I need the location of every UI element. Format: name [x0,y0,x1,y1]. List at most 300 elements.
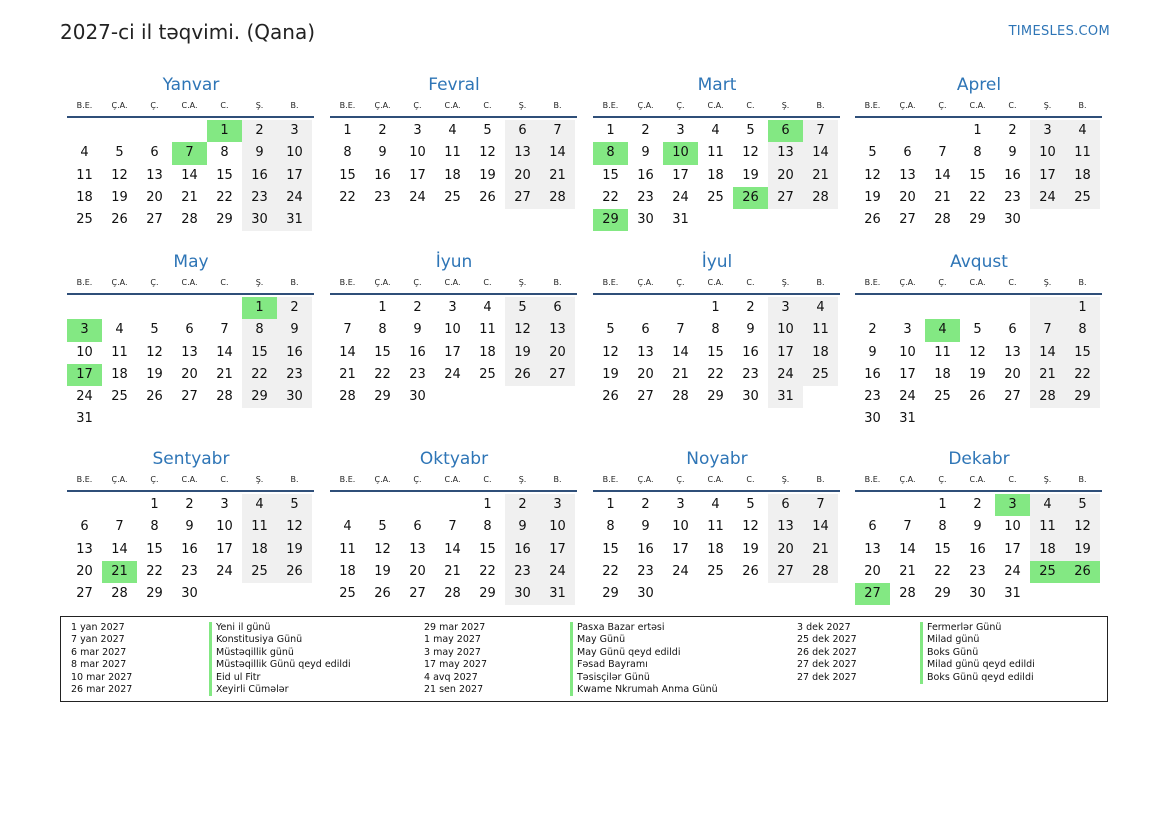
day-cell: 13 [146,167,163,183]
weekday-label: C. [483,101,492,110]
day-cell: 15 [1065,342,1100,364]
day-cell: 20 [768,539,803,561]
day-cell: 11 [1030,516,1065,538]
legend-holiday-name: Xeyirli Cümələr [209,684,351,696]
day-cell: 17 [899,366,916,382]
day-cell: 22 [707,366,724,382]
empty-cell [855,120,890,142]
day-cell: 11 [707,145,724,161]
holiday-day-cell: 29 [593,209,628,231]
holiday-day-cell: 7 [172,142,207,164]
day-cell: 22 [602,563,619,579]
day-cell: 28 [803,561,838,583]
day-cell: 21 [1030,364,1065,386]
day-cell: 5 [115,145,124,161]
day-cell: 11 [479,322,496,338]
day-cell: 6 [641,322,650,338]
weekday-label: Ş. [1043,101,1052,110]
day-cell: 13 [864,541,881,557]
holiday-day-cell: 26 [1065,561,1100,583]
month-name: İyun [435,252,473,272]
day-cell: 13 [181,344,198,360]
day-cell: 23 [409,366,426,382]
weekday-label: C. [220,278,229,287]
day-cell: 2 [378,123,387,138]
legend-holiday-name: Pasxa Bazar ertəsi [570,622,718,634]
day-cell: 20 [76,563,93,579]
day-cell: 16 [637,167,654,183]
weekday-label: C.A. [707,278,724,287]
day-cell: 26 [146,389,163,405]
day-cell: 13 [899,167,916,183]
weekday-label: Ç.A. [111,278,128,287]
weekday-label: C.A. [181,475,198,484]
day-cell: 5 [505,297,540,319]
day-cell: 23 [242,187,277,209]
day-cell: 18 [707,541,724,557]
day-cell: 7 [220,322,229,338]
day-cell: 25 [1065,187,1100,209]
day-cell: 19 [146,366,163,382]
weekday-header [330,470,577,492]
day-cell: 7 [803,120,838,142]
day-cell: 15 [969,167,986,183]
weekday-label: B.E. [864,278,881,287]
day-cell: 17 [672,541,689,557]
day-cell: 30 [277,386,312,408]
month-name: Avqust [950,252,1008,272]
weekday-label: C. [746,278,755,287]
month-avqust [856,251,1102,431]
weekday-label: Ç.A. [374,101,391,110]
site-link[interactable]: TIMESLES.COM [1008,24,1110,39]
day-cell: 28 [803,187,838,209]
empty-cell [330,494,365,516]
holiday-day-cell: 27 [855,583,890,605]
day-cell: 12 [864,167,881,183]
day-cell: 8 [1065,319,1100,341]
day-cell: 13 [768,516,803,538]
day-cell: 5 [606,322,615,338]
day-cell: 9 [641,145,650,161]
day-cell: 3 [277,120,312,142]
day-cell: 25 [479,366,496,382]
legend-holiday-name: Kwame Nkrumah Anma Günü [570,684,718,696]
day-cell: 16 [242,165,277,187]
day-cell: 27 [505,187,540,209]
day-cell: 29 [242,386,277,408]
day-cell: 7 [343,322,352,338]
day-cell: 25 [339,586,356,602]
empty-cell [137,297,172,319]
day-cell: 20 [864,563,881,579]
day-cell: 11 [242,516,277,538]
day-cell: 14 [899,541,916,557]
weekday-label: B. [816,101,825,110]
day-cell: 25 [803,364,838,386]
day-cell: 16 [181,541,198,557]
day-cell: 7 [540,120,575,142]
day-cell: 10 [216,519,233,535]
day-cell: 10 [409,145,426,161]
day-cell: 21 [444,563,461,579]
day-cell: 21 [934,189,951,205]
empty-cell [593,297,628,319]
day-cell: 13 [76,541,93,557]
weekday-label: Ç. [676,278,685,287]
day-cell: 16 [374,167,391,183]
day-cell: 15 [602,167,619,183]
day-cell: 29 [374,389,391,405]
legend-date: 10 mar 2027 [71,671,133,683]
day-cell: 1 [483,497,492,512]
day-cell: 18 [479,344,496,360]
day-cell: 12 [742,519,759,535]
weekday-label: B.E. [76,101,93,110]
weekday-label: B.E. [602,475,619,484]
empty-cell [890,494,925,516]
legend-date: 21 sen 2027 [424,684,484,696]
empty-cell [67,120,102,142]
day-cell: 12 [479,145,496,161]
day-cell: 14 [339,344,356,360]
day-cell: 15 [374,344,391,360]
day-cell: 4 [483,300,492,315]
empty-cell [925,120,960,142]
day-cell: 23 [277,364,312,386]
day-cell: 2 [973,497,982,512]
day-cell: 4 [1030,494,1065,516]
day-cell: 3 [768,297,803,319]
day-cell: 31 [899,411,916,427]
holiday-day-cell: 21 [102,561,137,583]
day-grid [330,297,577,408]
day-cell: 9 [641,519,650,535]
day-cell: 25 [934,389,951,405]
day-cell: 29 [934,586,951,602]
day-cell: 29 [1065,386,1100,408]
day-cell: 6 [768,494,803,516]
day-cell: 20 [181,366,198,382]
weekday-label: Ç. [413,101,422,110]
day-cell: 17 [277,165,312,187]
day-cell: 25 [444,189,461,205]
weekday-label: C. [220,475,229,484]
day-cell: 8 [378,322,387,338]
day-cell: 6 [868,519,877,535]
weekday-label: Ç.A. [111,475,128,484]
day-cell: 26 [602,389,619,405]
day-cell: 1 [343,123,352,138]
weekday-label: Ç. [938,101,947,110]
day-cell: 12 [1065,516,1100,538]
holiday-day-cell: 17 [67,364,102,386]
holiday-day-cell: 6 [768,120,803,142]
day-cell: 22 [374,366,391,382]
month-aprel [856,74,1102,231]
day-cell: 15 [216,167,233,183]
day-cell: 6 [505,120,540,142]
day-cell: 22 [934,563,951,579]
empty-cell [1030,297,1065,319]
legend-name-column [209,622,351,696]
weekday-label: B. [1078,475,1087,484]
day-cell: 9 [242,142,277,164]
empty-cell [102,494,137,516]
day-cell: 9 [378,145,387,161]
day-cell: 7 [676,322,685,338]
weekday-header [593,273,840,295]
empty-cell [102,297,137,319]
weekday-header [593,96,840,118]
day-cell: 23 [864,389,881,405]
weekday-label: Ç. [676,101,685,110]
day-cell: 24 [672,189,689,205]
weekday-label: B. [290,278,299,287]
month-oktyabr [331,448,577,605]
legend-date-column [71,622,132,696]
day-cell: 31 [768,386,803,408]
day-cell: 20 [899,189,916,205]
weekday-label: B.E. [76,475,93,484]
day-cell: 12 [602,344,619,360]
day-cell: 11 [76,167,93,183]
weekday-label: Ç. [150,475,159,484]
weekday-label: Ç. [676,475,685,484]
empty-cell [890,120,925,142]
empty-cell [890,297,925,319]
day-cell: 11 [339,541,356,557]
empty-cell [925,297,960,319]
day-cell: 25 [707,189,724,205]
weekday-label: Ş. [781,278,790,287]
day-cell: 2 [868,322,877,338]
legend-holiday-name: Konstitusiya Günü [209,634,351,646]
day-cell: 16 [969,541,986,557]
day-cell: 28 [111,586,128,602]
day-cell: 19 [742,541,759,557]
legend-date: 27 dek 2027 [797,659,857,671]
day-cell: 5 [277,494,312,516]
day-cell: 24 [899,389,916,405]
legend-holiday-name: Təsisçilər Günü [570,672,718,684]
month-name: Sentyabr [152,449,230,469]
legend-date: 1 yan 2027 [71,622,125,633]
day-cell: 23 [1004,189,1021,205]
day-cell: 16 [742,344,759,360]
day-cell: 18 [111,366,128,382]
day-cell: 7 [903,519,912,535]
day-cell: 25 [242,561,277,583]
weekday-label: C. [1008,278,1017,287]
legend-date: 27 dek 2027 [797,671,857,683]
day-cell: 22 [146,563,163,579]
day-grid [330,120,577,209]
day-grid [330,494,577,605]
day-cell: 17 [768,342,803,364]
day-cell: 19 [277,539,312,561]
day-cell: 2 [746,300,755,315]
day-cell: 18 [803,342,838,364]
day-cell: 15 [479,541,496,557]
month-i̇yun [331,251,577,408]
weekday-header [593,470,840,492]
weekday-label: C. [483,475,492,484]
weekday-header [330,96,577,118]
day-cell: 8 [938,519,947,535]
day-cell: 8 [242,319,277,341]
day-grid [855,494,1102,605]
day-cell: 19 [505,342,540,364]
day-cell: 18 [707,167,724,183]
day-grid [593,120,840,231]
day-cell: 21 [181,189,198,205]
empty-cell [102,120,137,142]
day-cell: 8 [343,145,352,161]
legend-holiday-name: Fermerlər Günü [920,622,1035,634]
day-cell: 30 [242,209,277,231]
day-cell: 23 [181,563,198,579]
day-cell: 11 [1065,142,1100,164]
day-cell: 7 [448,519,457,535]
empty-cell [137,120,172,142]
day-cell: 18 [934,366,951,382]
day-cell: 21 [339,366,356,382]
legend-holiday-name: Yeni il günü [209,622,351,634]
day-cell: 7 [115,519,124,535]
weekday-label: C. [746,475,755,484]
legend-date: 3 dek 2027 [797,622,851,633]
day-cell: 8 [606,519,615,535]
day-grid [593,494,840,605]
day-cell: 24 [216,563,233,579]
day-cell: 28 [216,389,233,405]
day-cell: 4 [80,145,89,161]
legend-holiday-name: Boks Günü qeyd edildi [920,672,1035,684]
weekday-label: C.A. [969,475,986,484]
day-cell: 14 [1030,342,1065,364]
day-cell: 25 [707,563,724,579]
day-cell: 3 [540,494,575,516]
day-cell: 4 [343,519,352,535]
weekday-label: C. [1008,101,1017,110]
weekday-label: B. [816,278,825,287]
legend-holiday-name: Milad günü [920,634,1035,646]
weekday-label: C.A. [444,101,461,110]
weekday-label: Ç.A. [637,101,654,110]
legend-name-column [570,622,718,696]
day-cell: 22 [969,189,986,205]
weekday-label: Ş. [1043,475,1052,484]
empty-cell [628,297,663,319]
legend-holiday-name: Milad günü qeyd edildi [920,659,1035,671]
day-cell: 18 [1065,165,1100,187]
holiday-day-cell: 25 [1030,561,1065,583]
day-cell: 31 [76,411,93,427]
weekday-label: Ş. [255,101,264,110]
day-cell: 4 [242,494,277,516]
day-cell: 13 [540,319,575,341]
weekday-label: Ç.A. [899,475,916,484]
day-cell: 6 [903,145,912,161]
day-cell: 19 [742,167,759,183]
day-cell: 22 [216,189,233,205]
day-cell: 27 [899,212,916,228]
day-cell: 5 [150,322,159,338]
day-cell: 23 [505,561,540,583]
holiday-day-cell: 8 [593,142,628,164]
day-cell: 14 [803,142,838,164]
day-cell: 6 [540,297,575,319]
weekday-label: B.E. [76,278,93,287]
weekday-label: Ş. [781,101,790,110]
weekday-label: Ç. [150,278,159,287]
day-cell: 17 [672,167,689,183]
day-cell: 10 [899,344,916,360]
day-cell: 27 [540,364,575,386]
day-cell: 23 [742,366,759,382]
day-cell: 21 [672,366,689,382]
empty-cell [663,297,698,319]
day-cell: 22 [1065,364,1100,386]
day-cell: 27 [768,187,803,209]
day-cell: 7 [938,145,947,161]
day-cell: 15 [146,541,163,557]
day-cell: 27 [768,561,803,583]
day-grid [855,297,1102,431]
day-cell: 14 [934,167,951,183]
day-cell: 1 [1065,297,1100,319]
day-cell: 2 [185,497,194,512]
weekday-label: C.A. [444,475,461,484]
holiday-day-cell: 3 [67,319,102,341]
day-cell: 17 [444,344,461,360]
weekday-header [67,273,314,295]
day-cell: 3 [448,300,457,315]
day-cell: 17 [540,539,575,561]
day-cell: 23 [637,563,654,579]
day-cell: 27 [146,212,163,228]
day-cell: 10 [540,516,575,538]
day-cell: 20 [146,189,163,205]
day-grid [67,297,314,431]
month-sentyabr [68,448,314,605]
day-cell: 24 [768,364,803,386]
day-cell: 12 [146,344,163,360]
day-cell: 24 [409,189,426,205]
day-cell: 14 [181,167,198,183]
legend-date: 25 dek 2027 [797,634,857,646]
day-cell: 18 [242,539,277,561]
day-cell: 12 [277,516,312,538]
day-cell: 27 [409,586,426,602]
legend-holiday-name: May Günü [570,634,718,646]
day-cell: 4 [711,497,720,512]
weekday-label: B. [553,475,562,484]
day-cell: 13 [505,142,540,164]
empty-cell [207,297,242,319]
day-cell: 30 [1004,212,1021,228]
month-fevral [331,74,577,209]
day-cell: 28 [339,389,356,405]
legend-date: 6 mar 2027 [71,646,127,658]
weekday-header [67,96,314,118]
day-cell: 14 [672,344,689,360]
weekday-label: B.E. [339,278,356,287]
day-cell: 26 [374,586,391,602]
month-dekabr [856,448,1102,605]
weekday-label: Ş. [255,475,264,484]
